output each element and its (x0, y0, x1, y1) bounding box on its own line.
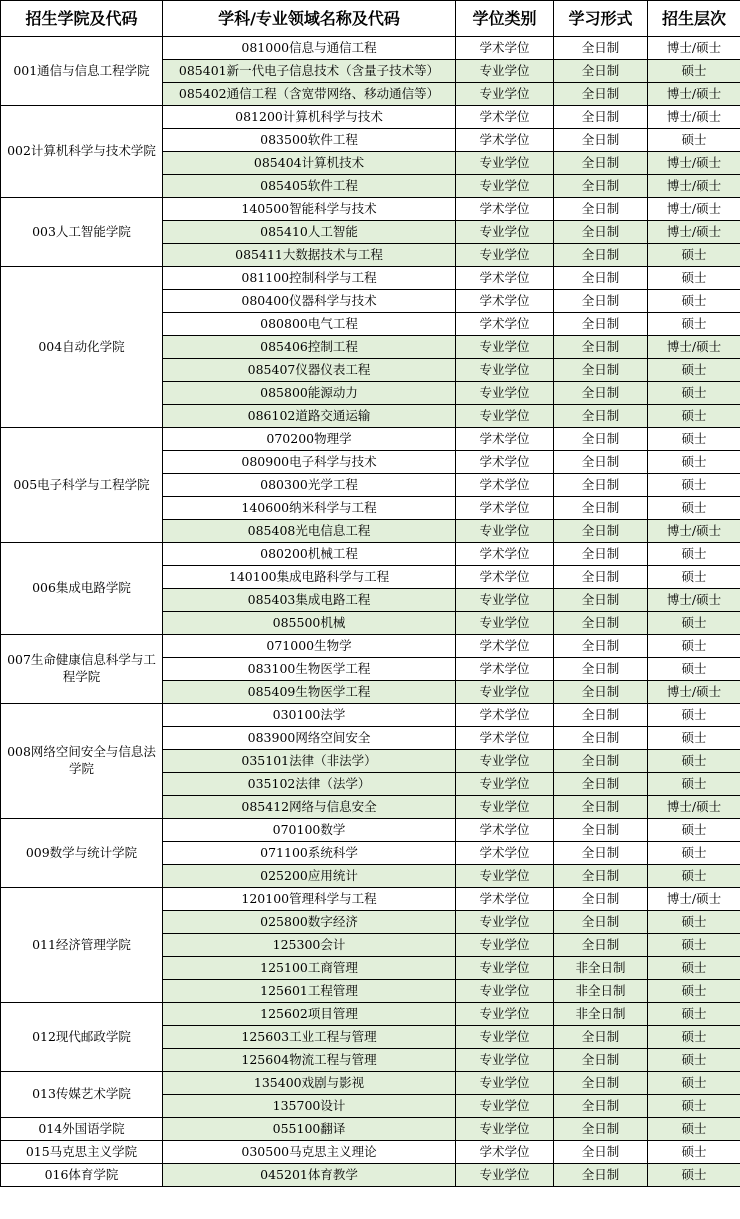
study-mode-cell: 全日制 (554, 865, 648, 888)
level-cell: 硕士 (648, 497, 740, 520)
study-mode-cell: 全日制 (554, 244, 648, 267)
table-header (1, 1, 740, 37)
table-row (1, 428, 740, 451)
study-mode-cell: 全日制 (554, 681, 648, 704)
level-cell: 硕士 (648, 980, 740, 1003)
study-mode-cell: 全日制 (554, 934, 648, 957)
college-cell: 007生命健康信息科学与工程学院 (1, 635, 163, 704)
degree-type-cell: 专业学位 (456, 60, 554, 83)
degree-type-cell: 专业学位 (456, 911, 554, 934)
study-mode-cell: 全日制 (554, 1141, 648, 1164)
study-mode-cell: 全日制 (554, 497, 648, 520)
study-mode-cell: 全日制 (554, 152, 648, 175)
major-cell: 085411大数据技术与工程 (163, 244, 456, 267)
table-row (1, 635, 740, 658)
college-cell: 013传媒艺术学院 (1, 1072, 163, 1118)
level-cell: 博士/硕士 (648, 106, 740, 129)
college-cell: 001通信与信息工程学院 (1, 37, 163, 106)
header-row (1, 1, 740, 37)
header-level: 招生层次 (648, 1, 740, 37)
degree-type-cell: 学术学位 (456, 566, 554, 589)
major-cell: 085800能源动力 (163, 382, 456, 405)
level-cell: 硕士 (648, 129, 740, 152)
level-cell: 硕士 (648, 313, 740, 336)
major-cell: 125300会计 (163, 934, 456, 957)
table-row (1, 1118, 740, 1141)
study-mode-cell: 全日制 (554, 359, 648, 382)
level-cell: 硕士 (648, 773, 740, 796)
study-mode-cell: 全日制 (554, 1095, 648, 1118)
study-mode-cell: 全日制 (554, 1049, 648, 1072)
major-cell: 120100管理科学与工程 (163, 888, 456, 911)
degree-type-cell: 专业学位 (456, 359, 554, 382)
major-cell: 035102法律（法学） (163, 773, 456, 796)
degree-type-cell: 专业学位 (456, 83, 554, 106)
major-cell: 070100数学 (163, 819, 456, 842)
degree-type-cell: 专业学位 (456, 681, 554, 704)
study-mode-cell: 全日制 (554, 451, 648, 474)
level-cell: 硕士 (648, 244, 740, 267)
study-mode-cell: 全日制 (554, 750, 648, 773)
study-mode-cell: 全日制 (554, 221, 648, 244)
major-cell: 140100集成电路科学与工程 (163, 566, 456, 589)
table-row (1, 198, 740, 221)
table-row (1, 704, 740, 727)
degree-type-cell: 学术学位 (456, 198, 554, 221)
major-cell: 080900电子科学与技术 (163, 451, 456, 474)
major-cell: 045201体育教学 (163, 1164, 456, 1187)
degree-type-cell: 专业学位 (456, 336, 554, 359)
table-row (1, 267, 740, 290)
degree-type-cell: 专业学位 (456, 773, 554, 796)
college-cell: 016体育学院 (1, 1164, 163, 1187)
degree-type-cell: 学术学位 (456, 888, 554, 911)
level-cell: 硕士 (648, 267, 740, 290)
study-mode-cell: 全日制 (554, 888, 648, 911)
level-cell: 博士/硕士 (648, 888, 740, 911)
major-cell: 085405软件工程 (163, 175, 456, 198)
major-cell: 030100法学 (163, 704, 456, 727)
degree-type-cell: 学术学位 (456, 727, 554, 750)
study-mode-cell: 全日制 (554, 635, 648, 658)
study-mode-cell: 全日制 (554, 566, 648, 589)
level-cell: 硕士 (648, 1026, 740, 1049)
major-cell: 085410人工智能 (163, 221, 456, 244)
degree-type-cell: 专业学位 (456, 980, 554, 1003)
level-cell: 硕士 (648, 1141, 740, 1164)
major-cell: 085402通信工程（含宽带网络、移动通信等） (163, 83, 456, 106)
level-cell: 硕士 (648, 1164, 740, 1187)
degree-type-cell: 专业学位 (456, 405, 554, 428)
study-mode-cell: 非全日制 (554, 957, 648, 980)
degree-type-cell: 专业学位 (456, 1118, 554, 1141)
degree-type-cell: 专业学位 (456, 750, 554, 773)
study-mode-cell: 全日制 (554, 129, 648, 152)
study-mode-cell: 全日制 (554, 60, 648, 83)
level-cell: 博士/硕士 (648, 37, 740, 60)
study-mode-cell: 全日制 (554, 543, 648, 566)
degree-type-cell: 学术学位 (456, 313, 554, 336)
header-study-mode: 学习形式 (554, 1, 648, 37)
study-mode-cell: 非全日制 (554, 980, 648, 1003)
degree-type-cell: 专业学位 (456, 244, 554, 267)
major-cell: 071000生物学 (163, 635, 456, 658)
degree-type-cell: 专业学位 (456, 152, 554, 175)
level-cell: 硕士 (648, 1049, 740, 1072)
major-cell: 081100控制科学与工程 (163, 267, 456, 290)
study-mode-cell: 全日制 (554, 198, 648, 221)
major-cell: 080300光学工程 (163, 474, 456, 497)
level-cell: 硕士 (648, 1072, 740, 1095)
major-cell: 125604物流工程与管理 (163, 1049, 456, 1072)
study-mode-cell: 全日制 (554, 911, 648, 934)
study-mode-cell: 全日制 (554, 796, 648, 819)
level-cell: 硕士 (648, 750, 740, 773)
study-mode-cell: 全日制 (554, 428, 648, 451)
degree-type-cell: 学术学位 (456, 543, 554, 566)
level-cell: 博士/硕士 (648, 221, 740, 244)
major-cell: 085500机械 (163, 612, 456, 635)
major-cell: 055100翻译 (163, 1118, 456, 1141)
degree-type-cell: 学术学位 (456, 129, 554, 152)
college-cell: 011经济管理学院 (1, 888, 163, 1003)
degree-type-cell: 学术学位 (456, 451, 554, 474)
study-mode-cell: 全日制 (554, 704, 648, 727)
level-cell: 博士/硕士 (648, 520, 740, 543)
study-mode-cell: 全日制 (554, 842, 648, 865)
level-cell: 硕士 (648, 819, 740, 842)
level-cell: 硕士 (648, 1003, 740, 1026)
degree-type-cell: 学术学位 (456, 428, 554, 451)
degree-type-cell: 专业学位 (456, 865, 554, 888)
table-row (1, 106, 740, 129)
study-mode-cell: 全日制 (554, 336, 648, 359)
level-cell: 硕士 (648, 704, 740, 727)
degree-type-cell: 学术学位 (456, 658, 554, 681)
degree-type-cell: 专业学位 (456, 796, 554, 819)
table-row (1, 1164, 740, 1187)
level-cell: 硕士 (648, 290, 740, 313)
college-cell: 009数学与统计学院 (1, 819, 163, 888)
college-cell: 003人工智能学院 (1, 198, 163, 267)
major-cell: 085403集成电路工程 (163, 589, 456, 612)
study-mode-cell: 全日制 (554, 612, 648, 635)
major-cell: 080800电气工程 (163, 313, 456, 336)
study-mode-cell: 全日制 (554, 1026, 648, 1049)
level-cell: 博士/硕士 (648, 198, 740, 221)
level-cell: 硕士 (648, 727, 740, 750)
header-major: 学科/专业领域名称及代码 (163, 1, 456, 37)
degree-type-cell: 专业学位 (456, 1095, 554, 1118)
level-cell: 硕士 (648, 865, 740, 888)
degree-type-cell: 学术学位 (456, 842, 554, 865)
major-cell: 085404计算机技术 (163, 152, 456, 175)
major-cell: 085406控制工程 (163, 336, 456, 359)
degree-type-cell: 专业学位 (456, 1049, 554, 1072)
degree-type-cell: 学术学位 (456, 635, 554, 658)
degree-type-cell: 专业学位 (456, 520, 554, 543)
table-row (1, 37, 740, 60)
major-cell: 083900网络空间安全 (163, 727, 456, 750)
level-cell: 硕士 (648, 842, 740, 865)
table-row (1, 819, 740, 842)
major-cell: 083500软件工程 (163, 129, 456, 152)
college-cell: 005电子科学与工程学院 (1, 428, 163, 543)
college-cell: 004自动化学院 (1, 267, 163, 428)
table-row (1, 888, 740, 911)
degree-type-cell: 专业学位 (456, 1164, 554, 1187)
major-cell: 080400仪器科学与技术 (163, 290, 456, 313)
level-cell: 硕士 (648, 428, 740, 451)
level-cell: 硕士 (648, 405, 740, 428)
level-cell: 硕士 (648, 612, 740, 635)
level-cell: 博士/硕士 (648, 175, 740, 198)
degree-type-cell: 专业学位 (456, 221, 554, 244)
major-cell: 085401新一代电子信息技术（含量子技术等） (163, 60, 456, 83)
major-cell: 025800数字经济 (163, 911, 456, 934)
level-cell: 博士/硕士 (648, 796, 740, 819)
degree-type-cell: 专业学位 (456, 175, 554, 198)
level-cell: 硕士 (648, 1118, 740, 1141)
table-body (1, 37, 740, 1187)
study-mode-cell: 全日制 (554, 290, 648, 313)
college-cell: 014外国语学院 (1, 1118, 163, 1141)
college-cell: 012现代邮政学院 (1, 1003, 163, 1072)
header-college: 招生学院及代码 (1, 1, 163, 37)
major-cell: 125100工商管理 (163, 957, 456, 980)
major-cell: 081200计算机科学与技术 (163, 106, 456, 129)
degree-type-cell: 专业学位 (456, 934, 554, 957)
study-mode-cell: 全日制 (554, 589, 648, 612)
study-mode-cell: 全日制 (554, 405, 648, 428)
degree-type-cell: 专业学位 (456, 612, 554, 635)
degree-type-cell: 专业学位 (456, 589, 554, 612)
level-cell: 硕士 (648, 451, 740, 474)
study-mode-cell: 全日制 (554, 267, 648, 290)
major-cell: 071100系统科学 (163, 842, 456, 865)
level-cell: 硕士 (648, 957, 740, 980)
major-cell: 085407仪器仪表工程 (163, 359, 456, 382)
level-cell: 博士/硕士 (648, 152, 740, 175)
major-cell: 085412网络与信息安全 (163, 796, 456, 819)
degree-type-cell: 学术学位 (456, 704, 554, 727)
study-mode-cell: 全日制 (554, 382, 648, 405)
study-mode-cell: 全日制 (554, 819, 648, 842)
study-mode-cell: 全日制 (554, 37, 648, 60)
major-cell: 025200应用统计 (163, 865, 456, 888)
level-cell: 博士/硕士 (648, 83, 740, 106)
degree-type-cell: 学术学位 (456, 37, 554, 60)
degree-type-cell: 专业学位 (456, 1003, 554, 1026)
level-cell: 硕士 (648, 359, 740, 382)
degree-type-cell: 学术学位 (456, 290, 554, 313)
study-mode-cell: 全日制 (554, 83, 648, 106)
degree-type-cell: 专业学位 (456, 382, 554, 405)
study-mode-cell: 全日制 (554, 727, 648, 750)
major-cell: 135700设计 (163, 1095, 456, 1118)
table-row (1, 1003, 740, 1026)
study-mode-cell: 全日制 (554, 658, 648, 681)
level-cell: 硕士 (648, 911, 740, 934)
level-cell: 硕士 (648, 474, 740, 497)
study-mode-cell: 全日制 (554, 474, 648, 497)
study-mode-cell: 非全日制 (554, 1003, 648, 1026)
study-mode-cell: 全日制 (554, 773, 648, 796)
degree-type-cell: 学术学位 (456, 497, 554, 520)
level-cell: 博士/硕士 (648, 589, 740, 612)
table-row (1, 543, 740, 566)
level-cell: 硕士 (648, 934, 740, 957)
major-cell: 081000信息与通信工程 (163, 37, 456, 60)
degree-type-cell: 专业学位 (456, 1072, 554, 1095)
study-mode-cell: 全日制 (554, 520, 648, 543)
level-cell: 硕士 (648, 60, 740, 83)
major-cell: 080200机械工程 (163, 543, 456, 566)
study-mode-cell: 全日制 (554, 313, 648, 336)
major-cell: 083100生物医学工程 (163, 658, 456, 681)
college-cell: 015马克思主义学院 (1, 1141, 163, 1164)
study-mode-cell: 全日制 (554, 106, 648, 129)
major-cell: 035101法律（非法学） (163, 750, 456, 773)
major-cell: 135400戏剧与影视 (163, 1072, 456, 1095)
level-cell: 硕士 (648, 658, 740, 681)
level-cell: 硕士 (648, 1095, 740, 1118)
major-cell: 086102道路交通运输 (163, 405, 456, 428)
study-mode-cell: 全日制 (554, 1118, 648, 1141)
major-cell: 125602项目管理 (163, 1003, 456, 1026)
degree-type-cell: 学术学位 (456, 1141, 554, 1164)
table-row (1, 1072, 740, 1095)
college-cell: 008网络空间安全与信息法学院 (1, 704, 163, 819)
major-cell: 140500智能科学与技术 (163, 198, 456, 221)
level-cell: 硕士 (648, 543, 740, 566)
level-cell: 硕士 (648, 635, 740, 658)
study-mode-cell: 全日制 (554, 1072, 648, 1095)
level-cell: 博士/硕士 (648, 681, 740, 704)
major-cell: 085409生物医学工程 (163, 681, 456, 704)
level-cell: 硕士 (648, 382, 740, 405)
degree-type-cell: 学术学位 (456, 106, 554, 129)
college-cell: 006集成电路学院 (1, 543, 163, 635)
level-cell: 博士/硕士 (648, 336, 740, 359)
major-cell: 140600纳米科学与工程 (163, 497, 456, 520)
table-row (1, 1141, 740, 1164)
college-cell: 002计算机科学与技术学院 (1, 106, 163, 198)
degree-type-cell: 专业学位 (456, 957, 554, 980)
degree-type-cell: 学术学位 (456, 819, 554, 842)
study-mode-cell: 全日制 (554, 1164, 648, 1187)
degree-type-cell: 学术学位 (456, 474, 554, 497)
major-cell: 125601工程管理 (163, 980, 456, 1003)
major-cell: 125603工业工程与管理 (163, 1026, 456, 1049)
major-cell: 085408光电信息工程 (163, 520, 456, 543)
level-cell: 硕士 (648, 566, 740, 589)
degree-type-cell: 学术学位 (456, 267, 554, 290)
degree-type-cell: 专业学位 (456, 1026, 554, 1049)
study-mode-cell: 全日制 (554, 175, 648, 198)
header-degree-type: 学位类别 (456, 1, 554, 37)
major-cell: 030500马克思主义理论 (163, 1141, 456, 1164)
major-cell: 070200物理学 (163, 428, 456, 451)
